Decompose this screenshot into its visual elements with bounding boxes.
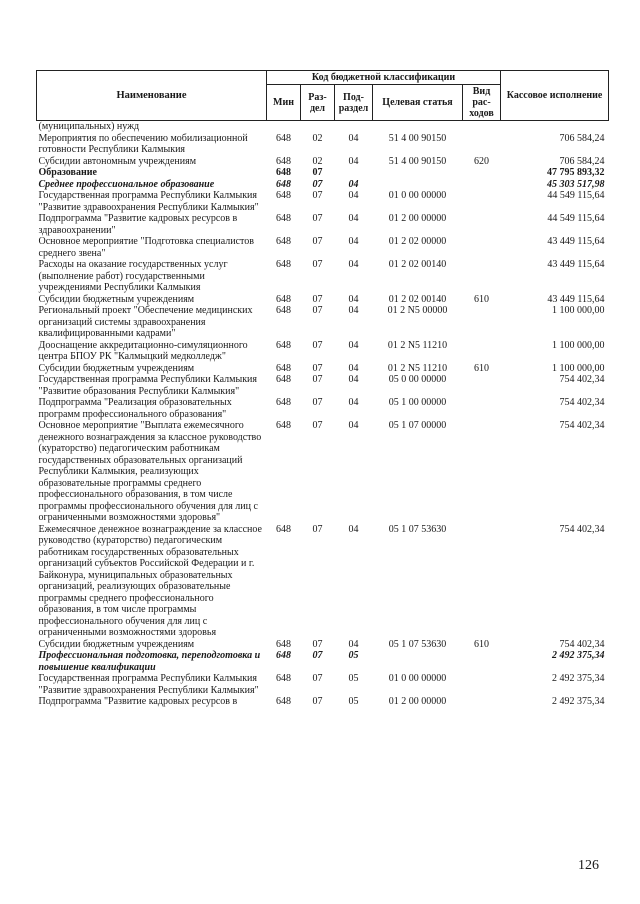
row-celevaya: 01 2 N5 00000: [387, 305, 448, 316]
table-row: [37, 420, 609, 524]
row-razdel: 07: [312, 374, 323, 385]
row-podrazdel: 04: [348, 523, 359, 535]
row-amount: 43 449 115,64: [547, 236, 605, 247]
row-razdel: 07: [312, 236, 323, 247]
row-min: 648: [276, 190, 291, 201]
row-name: Государственная программа Республики Калмыкия "Развитие здравоохранения Республики Калмыкия": [38, 673, 259, 696]
row-name: Субсидии автономным учреждениям: [38, 155, 197, 167]
table-row: [37, 190, 609, 213]
row-vid: [463, 179, 501, 191]
row-vid: [463, 236, 501, 259]
row-vid: 610: [474, 293, 490, 305]
row-min: 648: [276, 696, 291, 707]
row-min: 648: [276, 213, 291, 224]
row-celevaya: 05 1 00 00000: [388, 397, 447, 408]
row-celevaya: 01 2 N5 11210: [387, 362, 448, 374]
row-celevaya: 05 1 07 53630: [388, 638, 447, 650]
table-row: [37, 236, 609, 259]
row-amount: 43 449 115,64: [547, 259, 605, 270]
row-amount: 1 100 000,00: [552, 305, 605, 316]
row-name: Государственная программа Республики Калмыкия "Развитие образования Республики Калмыкия": [38, 374, 258, 397]
row-name: Подпрограмма "Развитие кадровых ресурсов в: [38, 696, 238, 707]
row-amount: [501, 121, 609, 133]
row-name: Подпрограмма "Развитие кадровых ресурсов в здравоохранении": [38, 213, 238, 236]
row-celevaya: 51 4 00 90150: [388, 132, 447, 144]
row-podrazdel: 05: [348, 696, 359, 707]
row-amount: 706 584,24: [559, 132, 605, 144]
table-row: [37, 156, 609, 168]
row-razdel: 07: [312, 178, 323, 190]
row-podrazdel: 04: [348, 305, 359, 316]
table-row: [37, 650, 609, 673]
row-name: Образование: [38, 167, 97, 178]
table-row: [37, 397, 609, 420]
row-min: 648: [276, 178, 291, 190]
row-razdel: 07: [312, 397, 323, 408]
row-podrazdel: [335, 167, 373, 179]
table-row: [37, 363, 609, 375]
row-amount: 1 100 000,00: [552, 362, 605, 374]
row-razdel: 07: [312, 638, 323, 650]
budget-report-page: [36, 70, 608, 708]
row-razdel: 07: [312, 650, 323, 661]
row-vid: [463, 673, 501, 696]
row-celevaya: 01 2 00 00000: [388, 213, 447, 224]
row-min: 648: [276, 374, 291, 385]
row-name: Основное мероприятие "Подготовка специалистов среднего звена": [38, 236, 255, 259]
row-celevaya: 01 2 02 00140: [388, 293, 447, 305]
row-podrazdel: [335, 121, 373, 133]
row-name: Государственная программа Республики Калмыкия "Развитие здравоохранения Республики Калмыкия": [38, 190, 259, 213]
row-vid: [463, 420, 501, 524]
row-podrazdel: 05: [348, 650, 359, 661]
row-name: Среднее профессиональное образование: [38, 178, 215, 190]
table-row: [37, 121, 609, 133]
row-name: Субсидии бюджетным учреждениям: [38, 362, 195, 374]
row-min: 648: [276, 155, 291, 167]
row-celevaya: 51 4 00 90150: [388, 155, 447, 167]
row-podrazdel: 05: [348, 673, 359, 684]
row-amount: 44 549 115,64: [547, 213, 605, 224]
table-row: [37, 696, 609, 708]
row-razdel: 07: [312, 259, 323, 270]
row-celevaya: [373, 121, 463, 133]
table-body: [37, 121, 609, 708]
row-min: [267, 121, 301, 133]
row-podrazdel: 04: [348, 213, 359, 224]
row-amount: 2 492 375,34: [552, 673, 605, 684]
row-razdel: 07: [312, 696, 323, 707]
row-min: 648: [276, 132, 291, 144]
row-razdel: 07: [312, 362, 323, 374]
row-min: 648: [276, 339, 291, 351]
row-name: Расходы на оказание государственных услуг (выполнение работ) государственными учреждениями Республики Калмыкия: [38, 259, 228, 293]
row-celevaya: 05 1 07 00000: [388, 420, 447, 431]
row-vid: [463, 374, 501, 397]
row-vid: [463, 305, 501, 340]
row-razdel: 07: [312, 673, 323, 684]
row-min: 648: [276, 523, 291, 535]
header-vid: Вид рас-ходов: [463, 85, 501, 121]
row-podrazdel: 04: [348, 259, 359, 270]
row-amount: 706 584,24: [559, 155, 605, 167]
row-razdel: 07: [312, 420, 323, 431]
row-celevaya: 01 0 00 00000: [388, 190, 447, 201]
table-row: [37, 133, 609, 156]
row-name: Региональный проект "Обеспечение медицинских организаций системы здравоохранения квалифицированными кадрами": [38, 305, 253, 339]
table-header: [37, 71, 609, 121]
row-min: 648: [276, 293, 291, 305]
row-podrazdel: 04: [348, 155, 359, 167]
row-min: 648: [276, 420, 291, 431]
table-row: [37, 639, 609, 651]
row-amount: 754 402,34: [559, 420, 605, 431]
row-vid: [463, 524, 501, 639]
row-amount: 754 402,34: [559, 397, 605, 408]
row-vid: [463, 133, 501, 156]
table-row: [37, 179, 609, 191]
row-razdel: 07: [312, 305, 323, 316]
row-podrazdel: 04: [348, 420, 359, 431]
row-vid: [463, 167, 501, 179]
row-name: Субсидии бюджетным учреждениям: [38, 638, 195, 650]
row-podrazdel: 04: [348, 638, 359, 650]
row-min: 648: [276, 397, 291, 408]
row-razdel: 02: [312, 132, 323, 144]
row-min: 648: [276, 673, 291, 684]
row-amount: 2 492 375,34: [552, 696, 605, 707]
row-min: 648: [276, 305, 291, 316]
row-podrazdel: 04: [348, 190, 359, 201]
row-min: 648: [276, 362, 291, 374]
row-celevaya: 05 0 00 00000: [388, 374, 447, 385]
row-celevaya: [373, 650, 463, 673]
table-row: [37, 524, 609, 639]
row-razdel: 07: [312, 523, 323, 535]
row-name: Дооснащение аккредитационно-симуляционного центра БПОУ РК "Калмыцкий медколледж": [38, 339, 248, 362]
row-celevaya: 05 1 07 53630: [388, 523, 447, 535]
header-kassovoe: Кассовое исполнение: [501, 71, 609, 121]
header-podrazdel: Под-раздел: [335, 85, 373, 121]
row-name: Основное мероприятие "Выплата ежемесячного денежного вознаграждения за классное руководство (кураторство) педагогическим работникам государственных образовательных организаций Республики Калмыкия, реализующих образовательные программы среднего профессионального образования, в том числе программы профессионального обучения для лиц с ограниченными возможностями здоровья": [38, 420, 262, 523]
table-row: [37, 213, 609, 236]
row-name: Профессиональная подготовка, переподготовка и повышение квалификации: [38, 650, 261, 673]
row-min: 648: [276, 650, 291, 661]
table-row: [37, 294, 609, 306]
row-amount: 45 303 517,98: [547, 178, 605, 190]
row-amount: 2 492 375,34: [552, 650, 605, 661]
row-vid: 610: [474, 362, 490, 374]
row-min: 648: [276, 167, 291, 178]
row-razdel: 02: [312, 155, 323, 167]
row-amount: 47 795 893,32: [547, 167, 605, 178]
row-podrazdel: 04: [348, 293, 359, 305]
row-vid: [463, 397, 501, 420]
row-min: 648: [276, 236, 291, 247]
header-celevaya: Целевая статья: [373, 85, 463, 121]
row-razdel: 07: [312, 167, 323, 178]
table-row: [37, 673, 609, 696]
header-min: Мин: [267, 85, 301, 121]
row-amount: 754 402,34: [559, 523, 605, 535]
row-celevaya: 01 2 02 00000: [388, 236, 447, 247]
row-podrazdel: 04: [348, 339, 359, 351]
row-celevaya: 01 0 00 00000: [388, 673, 447, 684]
row-amount: 43 449 115,64: [547, 293, 605, 305]
row-podrazdel: 04: [348, 132, 359, 144]
table-row: [37, 259, 609, 294]
row-podrazdel: 04: [348, 236, 359, 247]
row-celevaya: [373, 179, 463, 191]
row-razdel: 07: [312, 213, 323, 224]
row-podrazdel: 04: [348, 374, 359, 385]
row-amount: 754 402,34: [559, 374, 605, 385]
page-number: 126: [578, 858, 599, 873]
row-min: 648: [276, 638, 291, 650]
row-vid: 620: [474, 155, 490, 167]
row-vid: [463, 696, 501, 708]
row-vid: 610: [474, 638, 490, 650]
row-podrazdel: 04: [348, 397, 359, 408]
row-vid: [463, 190, 501, 213]
row-celevaya: 01 2 02 00140: [388, 259, 447, 270]
row-podrazdel: 04: [348, 362, 359, 374]
row-vid: [463, 259, 501, 294]
row-vid: [463, 650, 501, 673]
table-row: [37, 340, 609, 363]
row-razdel: 07: [312, 293, 323, 305]
budget-classification-table: [36, 70, 609, 708]
header-budget-code-group: Код бюджетной классификации: [267, 71, 501, 85]
table-row: [37, 374, 609, 397]
row-razdel: 07: [312, 339, 323, 351]
row-vid: [463, 340, 501, 363]
row-razdel: 07: [312, 190, 323, 201]
header-name: Наименование: [37, 71, 267, 121]
row-razdel: [301, 121, 335, 133]
table-row: [37, 167, 609, 179]
row-vid: [463, 213, 501, 236]
row-vid: [463, 121, 501, 133]
row-min: 648: [276, 259, 291, 270]
row-podrazdel: 04: [348, 178, 359, 190]
table-row: [37, 305, 609, 340]
row-name: Подпрограмма "Реализация образовательных программ профессионального образования": [38, 397, 232, 420]
row-celevaya: 01 2 00 00000: [388, 696, 447, 707]
row-name: Мероприятия по обеспечению мобилизационной готовности Республики Калмыкия: [38, 132, 248, 155]
row-celevaya: [373, 167, 463, 179]
row-name: (муниципальных) нужд: [38, 121, 140, 132]
row-amount: 754 402,34: [559, 638, 605, 650]
row-name: Субсидии бюджетным учреждениям: [38, 293, 195, 305]
header-razdel: Раз-дел: [301, 85, 335, 121]
row-name: Ежемесячное денежное вознаграждение за классное руководство (кураторство) педагогическим работникам государственных образовательных организаций субъектов Российской Федерации и г. Байконура, муниципальных образовательных организаций, реализующих образовательные программы среднего профессионального образования, в том числе программы профессионального обучения для лиц с ограниченными возможностями здоровья: [38, 523, 262, 638]
row-amount: 44 549 115,64: [547, 190, 605, 201]
row-amount: 1 100 000,00: [552, 339, 605, 351]
row-celevaya: 01 2 N5 11210: [387, 339, 448, 351]
